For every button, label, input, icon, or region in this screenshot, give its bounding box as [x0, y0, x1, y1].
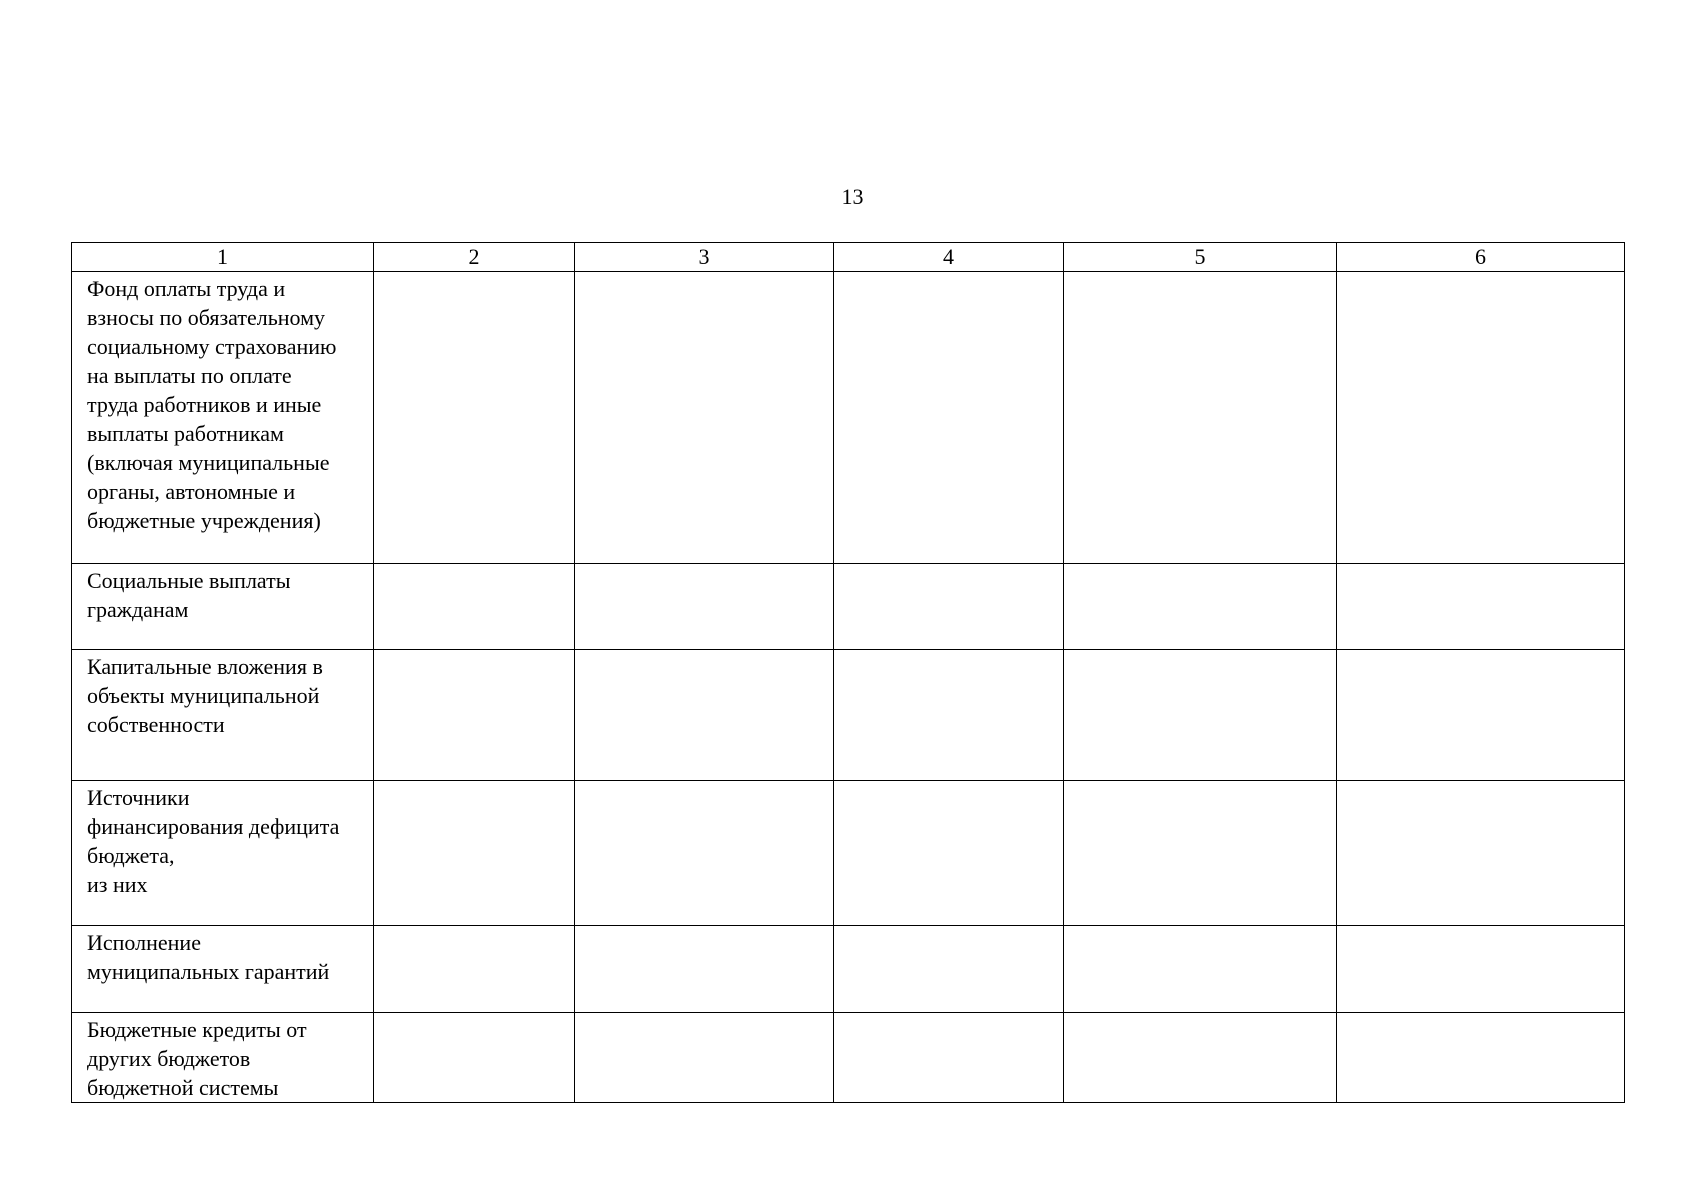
table-cell [1064, 650, 1337, 781]
table-cell [834, 272, 1064, 564]
table-cell [834, 650, 1064, 781]
table-cell [575, 1013, 834, 1103]
table-row [72, 926, 1625, 1013]
table-cell [1337, 1013, 1625, 1103]
table-row [72, 564, 1625, 650]
table-cell [1064, 272, 1337, 564]
column-header: 2 [374, 243, 575, 272]
table-cell [575, 781, 834, 926]
table-cell [374, 926, 575, 1013]
table-cell [834, 564, 1064, 650]
table-cell [1064, 564, 1337, 650]
table-cell [575, 272, 834, 564]
table-row [72, 650, 1625, 781]
row-label: Источники финансирования дефицита бюджета, из них [72, 781, 374, 926]
table-cell [1064, 1013, 1337, 1103]
page-number: 13 [841, 184, 864, 209]
budget-table [71, 242, 1625, 1103]
table-row [72, 781, 1625, 926]
table-cell [1337, 781, 1625, 926]
table-cell [834, 781, 1064, 926]
table-cell [834, 926, 1064, 1013]
column-header: 3 [575, 243, 834, 272]
table-cell [1337, 272, 1625, 564]
table-row [72, 272, 1625, 564]
column-header: 1 [72, 243, 374, 272]
table-cell [1064, 781, 1337, 926]
table-cell [1337, 564, 1625, 650]
table-cell [575, 564, 834, 650]
table-cell [575, 926, 834, 1013]
table-cell [1064, 926, 1337, 1013]
row-label: Социальные выплаты гражданам [72, 564, 374, 650]
row-label: Бюджетные кредиты от других бюджетов бюджетной системы [72, 1013, 374, 1103]
table-cell [575, 650, 834, 781]
row-label: Фонд оплаты труда и взносы по обязательному социальному страхованию на выплаты по оплате труда работников и иные выплаты работникам (включая муниципальные органы, автономные и бюджетные учреждения) [72, 272, 374, 564]
column-header: 5 [1064, 243, 1337, 272]
table-cell [374, 781, 575, 926]
table-cell [374, 272, 575, 564]
table-cell [834, 1013, 1064, 1103]
table-cell [1337, 926, 1625, 1013]
table-cell [1337, 650, 1625, 781]
column-header: 4 [834, 243, 1064, 272]
row-label: Капитальные вложения в объекты муниципальной собственности [72, 650, 374, 781]
table-header-row [72, 243, 1625, 272]
table-row [72, 1013, 1625, 1103]
table-cell [374, 564, 575, 650]
column-header: 6 [1337, 243, 1625, 272]
table-cell [374, 1013, 575, 1103]
table-cell [374, 650, 575, 781]
row-label: Исполнение муниципальных гарантий [72, 926, 374, 1013]
